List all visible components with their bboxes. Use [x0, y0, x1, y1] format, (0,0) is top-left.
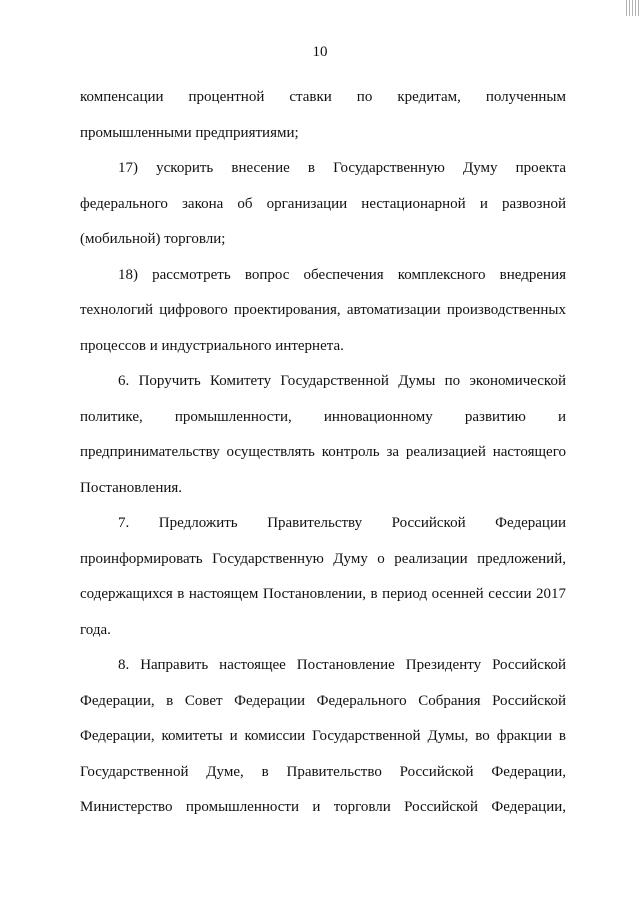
document-body [80, 80, 566, 826]
text-line: предпринимательству осуществлять контроль за реализацией настоящего [80, 444, 566, 460]
text-line: 6. Поручить Комитету Государственной Думы по экономической [118, 373, 566, 389]
text-line: компенсации процентной ставки по кредитам, полученным [80, 89, 566, 105]
text-line: политике, промышленности, инновационному развитию и [80, 408, 566, 425]
text-line: Министерство промышленности и торговли Российской Федерации, [80, 799, 566, 815]
text-line: 7. Предложить Правительству Российской Федерации [118, 515, 566, 531]
text-line: Государственной Думе, в Правительство Российской Федерации, [80, 763, 566, 780]
text-line: Федерации, комитеты и комиссии Государственной Думы, во фракции в [80, 728, 566, 744]
text-line: 8. Направить настоящее Постановление Президенту Российской [118, 657, 566, 673]
text-line: (мобильной) торговли; [80, 231, 226, 247]
page-number: 10 [312, 44, 328, 60]
text-line: технологий цифрового проектирования, автоматизации производственных [80, 302, 566, 318]
text-line: федерального закона об организации нестационарной и развозной [80, 195, 566, 212]
text-line: Федерации, в Совет Федерации Федерального Собрания Российской [80, 692, 566, 709]
text-line: Постановления. [80, 479, 183, 496]
text-line: проинформировать Государственную Думу о реализации предложений, [80, 550, 566, 567]
text-line: 18) рассмотреть вопрос обеспечения комплексного внедрения [118, 266, 566, 283]
text-line: года. [80, 621, 111, 638]
text-line: промышленными предприятиями; [80, 124, 299, 141]
text-line: содержащихся в настоящем Постановлении, в период осенней сессии 2017 [80, 586, 566, 602]
scan-artifact [626, 0, 640, 16]
text-line: 17) ускорить внесение в Государственную Думу проекта [118, 160, 566, 176]
text-line: процессов и индустриального интернета. [80, 337, 344, 354]
